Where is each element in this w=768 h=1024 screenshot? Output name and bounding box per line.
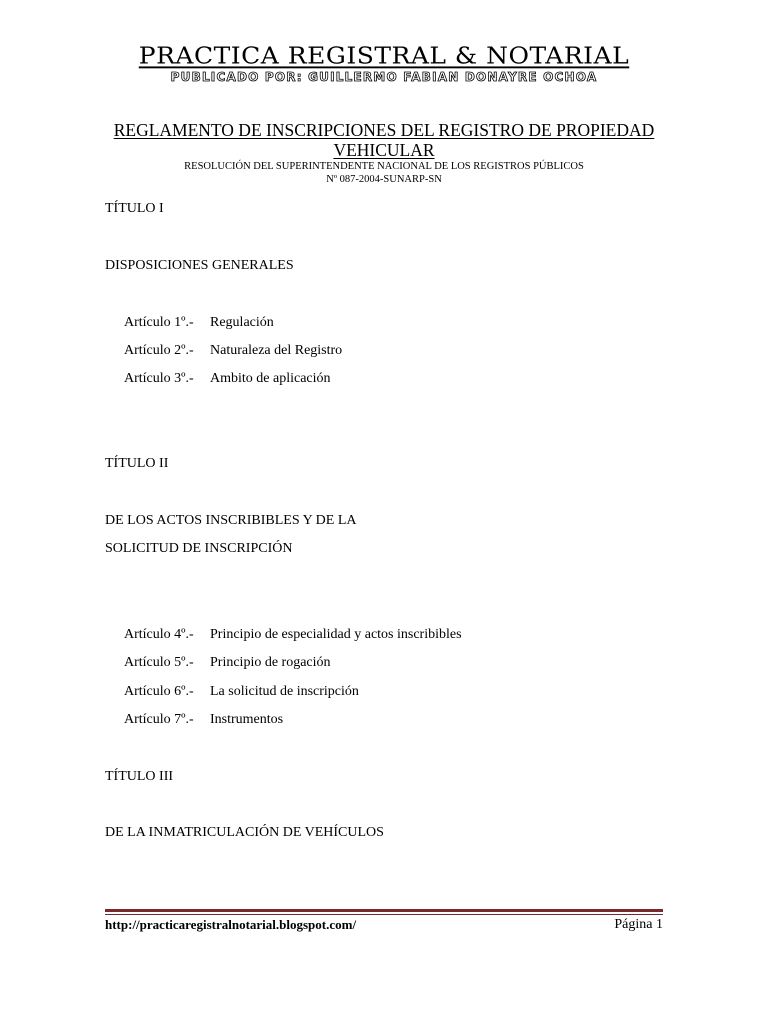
article-name: Naturaleza del Registro <box>210 343 343 358</box>
footer-divider-thin <box>105 914 663 915</box>
document-subtitle-line-1: RESOLUCIÓN DEL SUPERINTENDENTE NACIONAL DE LOS REGISTROS PÚBLICOS <box>184 161 584 172</box>
titulo-2-heading-line-1: DE LOS ACTOS INSCRIBIBLES Y DE LA <box>105 513 357 528</box>
article-label: Artículo 1º.- <box>124 315 194 330</box>
article-name: Regulación <box>210 315 274 330</box>
titulo-3: TÍTULO III <box>105 769 174 784</box>
article-label: Artículo 7º.- <box>124 712 194 727</box>
document-title-line-1: REGLAMENTO DE INSCRIPCIONES DEL REGISTRO DE PROPIEDAD <box>113 120 655 140</box>
document-title-line-2: VEHICULAR <box>333 140 435 160</box>
article-name: Ambito de aplicación <box>210 371 331 386</box>
article-name: Principio de especialidad y actos inscribibles <box>210 627 462 642</box>
titulo-2-heading-line-2: SOLICITUD DE INSCRIPCIÓN <box>105 541 293 556</box>
article-label: Artículo 5º.- <box>124 655 194 670</box>
titulo-3-heading: DE LA INMATRICULACIÓN DE VEHÍCULOS <box>105 825 384 840</box>
article-label: Artículo 2º.- <box>124 343 194 358</box>
article-label: Artículo 3º.- <box>124 371 194 386</box>
header-title: PRACTICA REGISTRAL & NOTARIAL <box>138 41 630 70</box>
titulo-2: TÍTULO II <box>105 456 169 471</box>
footer-url-link[interactable]: http://practicaregistralnotarial.blogspot.com/ <box>105 917 357 932</box>
header-subtitle: PUBLICADO POR: GUILLERMO FABIAN DONAYRE OCHOA <box>170 70 598 84</box>
titulo-1-heading: DISPOSICIONES GENERALES <box>105 258 294 273</box>
article-label: Artículo 4º.- <box>124 627 194 642</box>
document-title <box>0 120 768 160</box>
article-name: La solicitud de inscripción <box>210 684 359 699</box>
document-subtitle <box>0 160 768 186</box>
article-name: Principio de rogación <box>210 655 331 670</box>
page-number: Página 1 <box>614 917 663 932</box>
footer-divider <box>105 909 663 912</box>
document-subtitle-line-2: Nº 087-2004-SUNARP-SN <box>326 174 442 185</box>
article-name: Instrumentos <box>210 712 284 727</box>
titulo-1: TÍTULO I <box>105 201 164 216</box>
article-label: Artículo 6º.- <box>124 684 194 699</box>
